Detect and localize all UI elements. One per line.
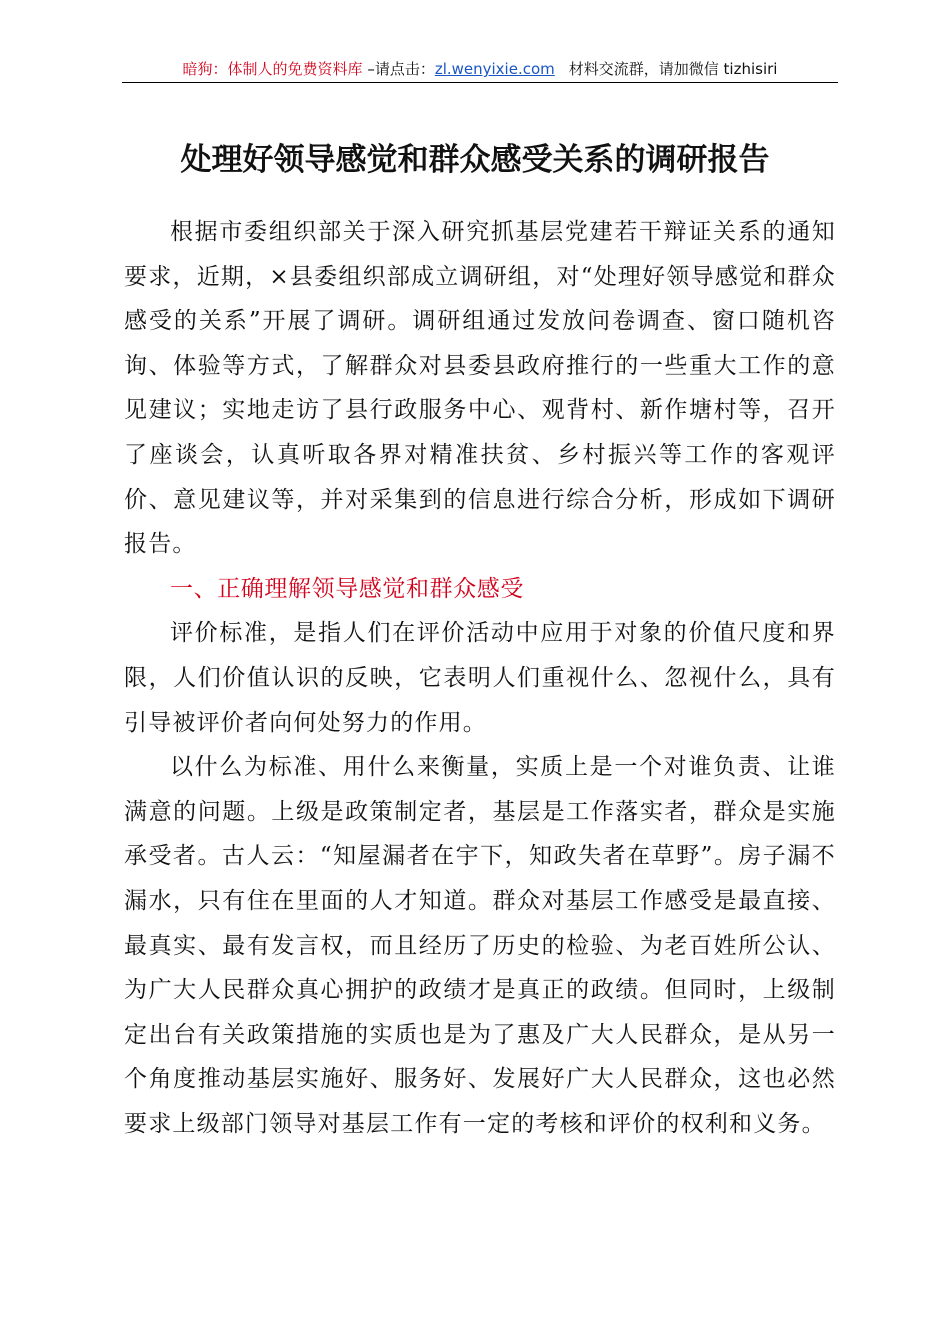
paragraph-3: 以什么为标准、用什么来衡量，实质上是一个对谁负责、让谁满意的问题。上级是政策制定者，基层是工作落实者，群众是实施承受者。古人云：“知屋漏者在宇下，知政失者在草野”。房子漏不漏水，只有住在里面的人才知道。群众对基层工作感受是最直接、最真实、最有发言权，而且经历了历史的检验、为老百姓所公认、为广大人民群众真心拥护的政绩才是真正的政绩。但同时，上级制定出台有关政策措施的实质也是为了惠及广大人民群众，是从另一个角度推动基层实施好、服务好、发展好广大人民群众，这也必然要求上级部门领导对基层工作有一定的考核和评价的权利和义务。 — [124, 754, 836, 1137]
document-title: 处理好领导感觉和群众感受关系的调研报告 — [180, 142, 770, 178]
paragraph-2: 评价标准，是指人们在评价活动中应用于对象的价值尺度和界限，人们价值认识的反映，它表明人们重视什么、忽视什么，具有引导被评价者向何处努力的作用。 — [124, 620, 836, 736]
document-body — [124, 210, 836, 1146]
page-header — [122, 58, 838, 83]
intro-paragraph: 根据市委组织部关于深入研究抓基层党建若干辩证关系的通知要求，近期，×县委组织部成立调研组，对“处理好领导感觉和群众感受的关系”开展了调研。调研组通过发放问卷调查、窗口随机咨询、体验等方式，了解群众对县委县政府推行的一些重大工作的意见建议；实地走访了县行政服务中心、观背村、新作塘村等，召开了座谈会，认真听取各界对精准扶贫、乡村振兴等工作的客观评价、意见建议等，并对采集到的信息进行综合分析，形成如下调研报告。 — [124, 219, 836, 558]
header-prompt: –请点击： — [362, 60, 435, 78]
header-brand: 暗狗：体制人的免费资料库 — [182, 60, 363, 78]
header-link[interactable]: zl.wenyixie.com — [434, 60, 555, 78]
section-1-heading: 一、正确理解领导感觉和群众感受 — [170, 575, 524, 602]
header-contact: 材料交流群，请加微信 tizhisiri — [568, 60, 778, 78]
